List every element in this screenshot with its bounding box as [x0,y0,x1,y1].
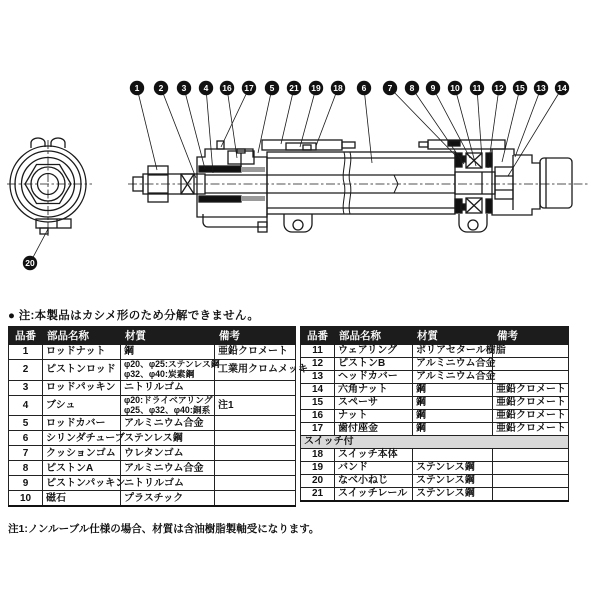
part-number: 4 [9,395,43,416]
part-name: スイッチ本体 [335,449,413,462]
parts-table-right [300,326,569,502]
table-row [301,397,569,410]
part-number: 20 [301,475,335,488]
table-row [301,345,569,358]
part-material: 鋼 [413,423,493,436]
callout-number: 14 [557,83,567,93]
leader-line [161,88,196,178]
callout-number: 16 [222,83,232,93]
part-material: アルミニウム合金 [121,416,215,431]
part-remark: 亜鉛クロメート [493,397,569,410]
part-name: シリンダチューブ [43,431,121,446]
part-material: 鋼 [121,345,215,360]
callout-number: 15 [515,83,525,93]
part-number: 6 [9,431,43,446]
part-material: ステンレス鋼 [413,488,493,501]
part-number: 3 [9,380,43,395]
part-number: 11 [301,345,335,358]
part-name: ピストンロッド [43,360,121,381]
part-material: φ20:ドライベアリング φ25、φ32、φ40:銅系 [121,395,215,416]
part-name: ヘッドカバー [335,371,413,384]
part-name: ロッドカバー [43,416,121,431]
table-row [9,380,296,395]
table-row [301,475,569,488]
col-header: 備考 [493,327,569,345]
part-remark [493,358,569,371]
part-remark [493,462,569,475]
part-number: 15 [301,397,335,410]
part-remark [493,449,569,462]
part-name: ロッドナット [43,345,121,360]
part-remark [493,371,569,384]
part-remark [215,416,296,431]
part-number: 17 [301,423,335,436]
callout-number: 13 [536,83,546,93]
centerlines [7,140,590,236]
table-row [9,395,296,416]
callout-number: 2 [158,83,164,93]
part-name: スイッチレール [335,488,413,501]
table-row [301,423,569,436]
part-name: ピストンパッキン [43,476,121,491]
part-number: 9 [9,476,43,491]
callout-number: 11 [472,83,482,93]
part-number: 5 [9,416,43,431]
part-remark [215,461,296,476]
callout-number: 18 [333,83,343,93]
part-remark [215,491,296,506]
rod-packing [199,166,241,172]
table-row [301,410,569,423]
end-boss [540,158,572,208]
table-row [301,449,569,462]
table-row [301,358,569,371]
part-remark: 亜鉛クロメート [493,384,569,397]
table-header-row [9,327,296,345]
col-header: 材質 [121,327,215,345]
part-remark: 亜鉛クロメート [493,423,569,436]
part-material: ステンレス鋼 [413,462,493,475]
col-header: 材質 [413,327,493,345]
switch-section-label: スイッチ付 [301,436,569,449]
part-remark: 工業用クロムメッキ [215,360,296,381]
part-remark: 亜鉛クロメート [215,345,296,360]
callout-number: 5 [269,83,275,93]
note-line [8,307,259,323]
part-material: ポリアセタール樹脂 [413,345,493,358]
part-number: 14 [301,384,335,397]
part-material: ステンレス鋼 [121,431,215,446]
part-number: 12 [301,358,335,371]
callout-number: 20 [25,258,35,268]
part-number: 8 [9,461,43,476]
note-bullet-icon: ● [8,310,16,322]
cylinder-tube [267,152,455,214]
part-name: 磁石 [43,491,121,506]
part-material: ステンレス鋼 [413,475,493,488]
callout-number: 19 [311,83,321,93]
part-name: ピストンA [43,461,121,476]
part-name: ピストンB [335,358,413,371]
part-number: 19 [301,462,335,475]
part-number: 1 [9,345,43,360]
leader-line [515,88,541,157]
switch-rail-right [428,140,505,149]
part-name: ロッドパッキン [43,380,121,395]
switch-rail-end [36,219,71,228]
table-row [9,446,296,461]
part-remark [215,380,296,395]
part-material: φ20、φ25:ステンレス鋼 φ32、φ40:炭素鋼 [121,360,215,381]
leader-line [221,88,249,147]
table-row [9,360,296,381]
spacer [455,172,495,194]
part-remark [215,446,296,461]
callout-number: 21 [289,83,299,93]
part-remark [215,476,296,491]
table-row [9,476,296,491]
table-row [301,462,569,475]
callout-number: 1 [134,83,140,93]
table-row [301,371,569,384]
part-name: なべ小ねじ [335,475,413,488]
mounting-tab [459,214,487,232]
part-number: 2 [9,360,43,381]
leader-line [206,88,213,173]
table-row [9,416,296,431]
part-name: スペーサ [335,397,413,410]
part-name: ナット [335,410,413,423]
part-material: アルミニウム合金 [121,461,215,476]
part-name: クッションゴム [43,446,121,461]
part-remark [493,475,569,488]
part-material: アルミニウム合金 [413,371,493,384]
col-header: 品番 [9,327,43,345]
part-name: バンド [335,462,413,475]
callout-number: 9 [430,83,436,93]
part-number: 7 [9,446,43,461]
callout-number: 3 [181,83,187,93]
parts-table-left [8,326,308,507]
part-remark: 注1 [215,395,296,416]
callout-number: 6 [361,83,367,93]
break-line [343,152,345,214]
part-name: ブシュ [43,395,121,416]
table-row [9,491,296,506]
callout-number: 17 [244,83,254,93]
switch-section-row [301,436,569,449]
leader-line [258,88,272,153]
leader-line [281,88,294,144]
leader-line [137,88,157,170]
part-material [413,449,493,462]
leader-line [316,88,338,146]
part-name: ウェアリング [335,345,413,358]
leader-line [184,88,205,169]
part-number: 18 [301,449,335,462]
col-header: 部品名称 [43,327,121,345]
part-material: ニトリルゴム [121,380,215,395]
mounting-tab [284,214,312,232]
part-number: 21 [301,488,335,501]
part-number: 16 [301,410,335,423]
head-cover [492,149,540,215]
col-header: 部品名称 [335,327,413,345]
part-material: プラスチック [121,491,215,506]
footnote: 注1:ノンルーブル仕様の場合、材質は含油樹脂製軸受になります。 [8,523,320,535]
part-material: 鋼 [413,384,493,397]
part-remark [493,488,569,501]
table-header-row [301,327,569,345]
switch-rail [262,140,342,150]
table-row [301,488,569,501]
callout-number: 12 [494,83,504,93]
rod-cover [197,149,267,217]
part-number: 10 [9,491,43,506]
part-name: 歯付座金 [335,423,413,436]
part-remark [215,431,296,446]
leader-line [488,88,499,168]
callout-number: 7 [387,83,393,93]
part-material: ウレタンゴム [121,446,215,461]
part-material: 鋼 [413,410,493,423]
col-header: 品番 [301,327,335,345]
part-material: 鋼 [413,397,493,410]
part-remark: 亜鉛クロメート [493,410,569,423]
table-row [301,384,569,397]
table-row [9,431,296,446]
side-view [133,140,572,232]
table-row [9,345,296,360]
callout-number: 4 [203,83,209,93]
part-number: 13 [301,371,335,384]
leader-line [300,88,316,147]
part-material: ニトリルゴム [121,476,215,491]
part-name: 六角ナット [335,384,413,397]
callout-number: 8 [409,83,415,93]
note-text: 注:本製品はカシメ形のため分解できません。 [18,310,260,322]
part-material: アルミニウム合金 [413,358,493,371]
table-row [9,461,296,476]
callout-number: 10 [450,83,460,93]
col-header: 備考 [215,327,296,345]
